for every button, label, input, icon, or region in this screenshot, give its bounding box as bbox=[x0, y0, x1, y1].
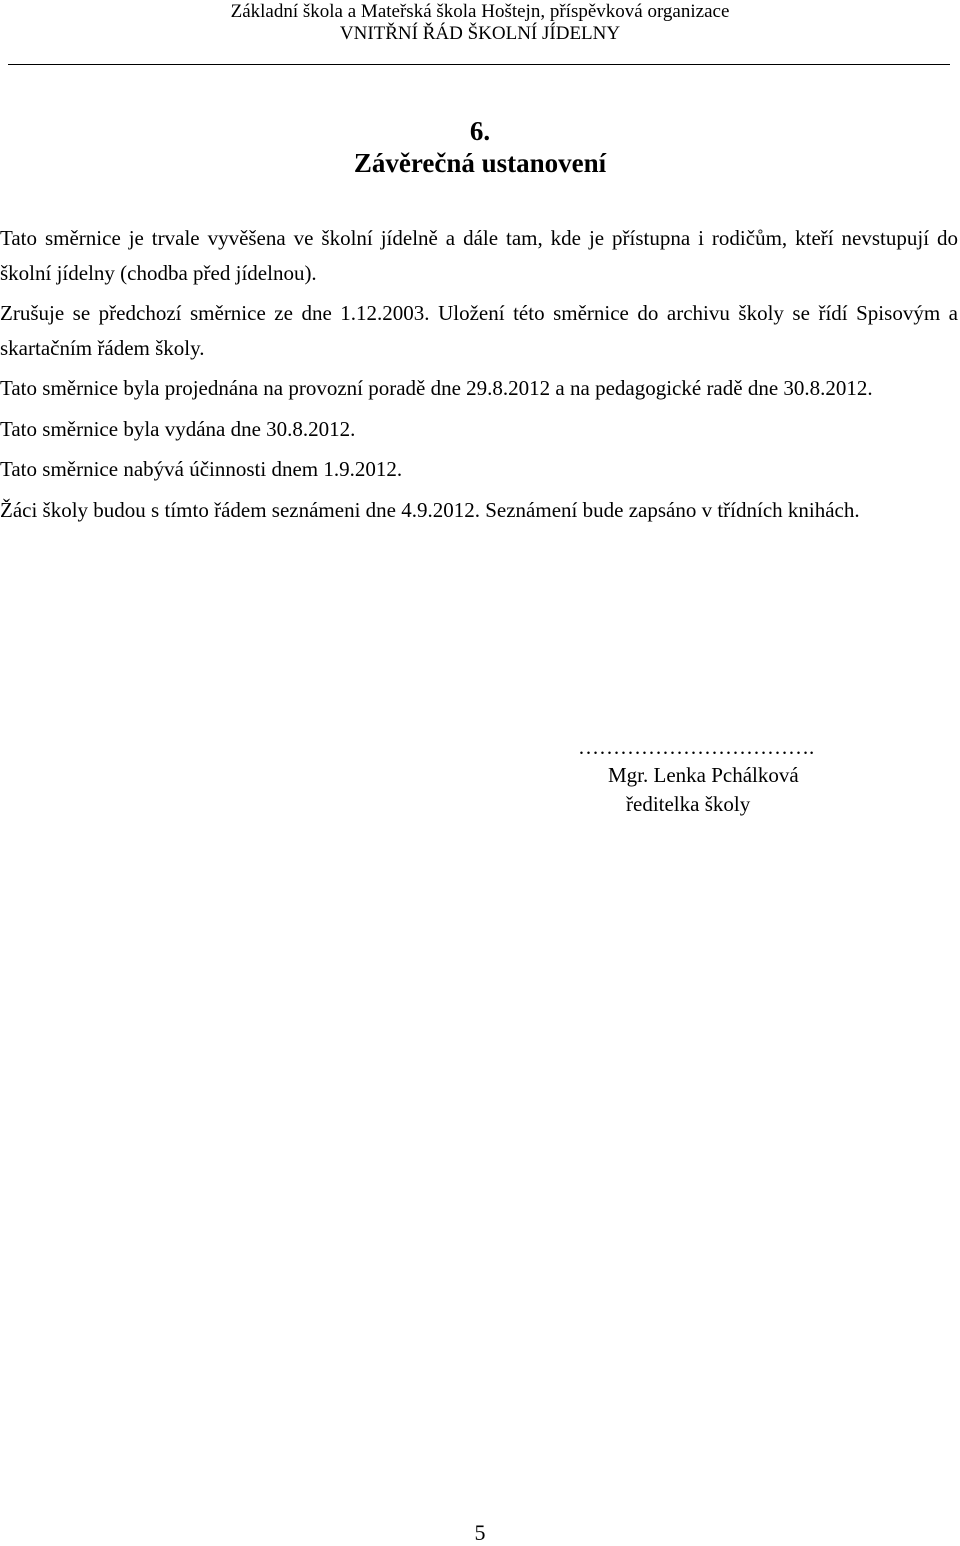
header-school-name: Základní škola a Mateřská škola Hoštejn, příspěvková organizace bbox=[230, 1, 730, 22]
paragraph-previous-directive: Zrušuje se předchozí směrnice ze dne 1.12.2003. Uložení této směrnice do archivu školy se řídí Spisovým a skartačním řádem školy. bbox=[0, 301, 958, 360]
signatory-name: Mgr. Lenka Pchálková bbox=[608, 763, 799, 787]
page-number: 5 bbox=[474, 1520, 486, 1545]
paragraph-student-notice: Žáci školy budou s tímto řádem seznámeni dne 4.9.2012. Seznámení bude zapsáno v třídních knihách. bbox=[0, 497, 860, 522]
signature-line: ……………………………. bbox=[578, 735, 815, 759]
section-number: 6. bbox=[469, 116, 491, 146]
paragraph-effective-date: Tato směrnice nabývá účinnosti dnem 1.9.2012. bbox=[0, 457, 403, 481]
header-divider bbox=[8, 64, 950, 65]
section-title: Závěrečná ustanovení bbox=[353, 148, 607, 178]
paragraph-display-location: Tato směrnice je trvale vyvěšena ve školní jídelně a dále tam, kde je přístupna i rodičům, kteří nevstupují do školní jídelny (chodba před jídelnou). bbox=[0, 226, 958, 285]
paragraph-discussion-dates: Tato směrnice byla projednána na provozní poradě dne 29.8.2012 a na pedagogické radě dne 30.8.2012. bbox=[0, 376, 873, 400]
signatory-role: ředitelka školy bbox=[626, 792, 751, 816]
document-body bbox=[0, 221, 958, 533]
header-document-title: VNITŘNÍ ŘÁD ŠKOLNÍ JÍDELNY bbox=[339, 23, 621, 44]
paragraph-issue-date: Tato směrnice byla vydána dne 30.8.2012. bbox=[0, 416, 356, 441]
